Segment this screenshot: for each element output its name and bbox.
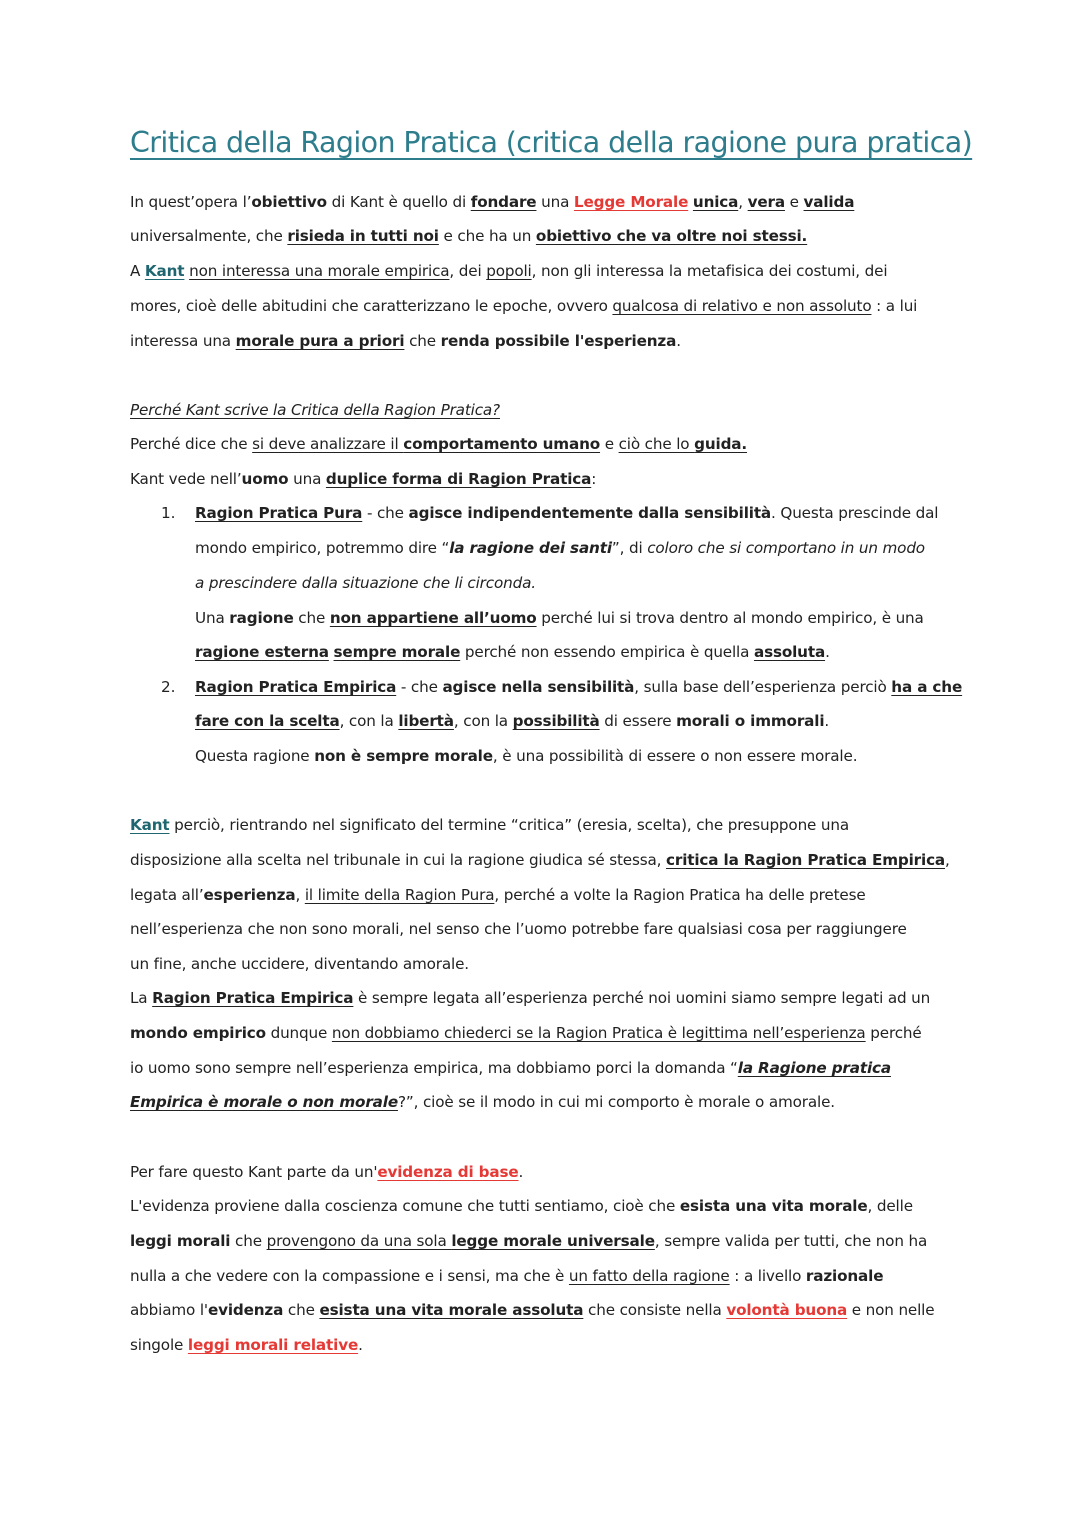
text-line: [130, 331, 681, 351]
text-segment: guida.: [694, 435, 748, 453]
text-segment: .: [676, 332, 681, 350]
text-line: [130, 919, 907, 939]
text-segment: leggi morali: [130, 1232, 231, 1250]
text-segment: A: [130, 262, 145, 280]
text-segment: esperienza: [203, 886, 296, 904]
text-line: [130, 815, 849, 835]
text-segment: In quest’opera l’: [130, 193, 252, 211]
text-segment: sempre morale: [333, 643, 461, 661]
text-segment: perché: [865, 1024, 922, 1042]
text-segment: Perché Kant scrive la Critica della Ragion Pratica?: [130, 401, 500, 419]
text-line: [195, 573, 536, 593]
text-segment: legata all’: [130, 886, 204, 904]
text-segment: :: [591, 470, 597, 488]
text-segment: volontà buona: [726, 1301, 848, 1319]
text-segment: non è sempre morale: [314, 747, 493, 765]
text-segment: esista una vita morale assoluta: [319, 1301, 584, 1319]
text-segment: Questa ragione: [195, 747, 315, 765]
text-segment: ,: [945, 851, 950, 869]
text-line: [130, 1196, 913, 1216]
text-segment: fare con la scelta: [195, 712, 340, 730]
text-segment: morali o immorali: [676, 712, 825, 730]
text-segment: che: [230, 1232, 267, 1250]
text-segment: vera: [747, 193, 785, 211]
text-segment: disposizione alla scelta nel tribunale in cui la ragione giudica sé stessa,: [130, 851, 667, 869]
text-segment: Ragion Pratica Pura: [195, 504, 363, 522]
list-number: 1.: [161, 504, 176, 522]
text-segment: è sempre legata all’esperienza perché noi uomini siamo sempre legati ad un: [353, 989, 931, 1007]
text-segment: risieda in tutti noi: [287, 227, 439, 245]
text-line: [130, 1300, 934, 1320]
text-segment: coloro che si comportano in un modo: [647, 539, 925, 557]
text-segment: mores, cioè delle abitudini che caratterizzano le epoche, ovvero: [130, 297, 613, 315]
text-segment: abbiamo l': [130, 1301, 208, 1319]
text-segment: un fine, anche uccidere, diventando amorale.: [130, 955, 469, 973]
text-segment: legge morale universale: [451, 1232, 655, 1250]
text-segment: esista una vita morale: [679, 1197, 868, 1215]
text-segment: nell’esperienza che non sono morali, nel senso che l’uomo potrebbe fare qualsiasi cosa per raggiungere: [130, 920, 907, 938]
document-title: Critica della Ragion Pratica (critica della ragione pura pratica): [130, 126, 973, 159]
text-segment: , dei: [449, 262, 487, 280]
text-line: [130, 1162, 523, 1182]
text-segment: universalmente, che: [130, 227, 288, 245]
text-segment: . Questa prescinde dal: [771, 504, 939, 522]
text-segment: .: [825, 643, 830, 661]
text-segment: agisce indipendentemente dalla sensibilità: [408, 504, 772, 522]
text-segment: uomo: [241, 470, 289, 488]
text-segment: .: [358, 1336, 363, 1354]
text-segment: dunque: [265, 1024, 332, 1042]
text-line: [130, 192, 854, 212]
text-line: [195, 608, 924, 628]
text-segment: fondare: [470, 193, 537, 211]
text-segment: una: [536, 193, 574, 211]
text-segment: mondo empirico: [130, 1024, 266, 1042]
list-number: 2.: [161, 678, 176, 696]
text-segment: che consiste nella: [583, 1301, 727, 1319]
text-segment: Kant: [130, 816, 170, 834]
text-segment: Empirica è morale o non morale: [130, 1093, 398, 1111]
text-segment: io uomo sono sempre nell’esperienza empirica, ma dobbiamo porci la domanda “: [130, 1059, 738, 1077]
text-segment: comportamento umano: [403, 435, 601, 453]
text-segment: e che ha un: [438, 227, 536, 245]
text-line: [130, 434, 747, 454]
text-segment: possibilità: [512, 712, 600, 730]
text-line: [130, 1335, 363, 1355]
text-segment: la ragione dei santi: [449, 539, 612, 557]
text-segment: ragione esterna: [195, 643, 329, 661]
text-segment: , sempre valida per tutti, che non ha: [654, 1232, 928, 1250]
text-segment: perché lui si trova dentro al mondo empirico, è una: [536, 609, 924, 627]
text-segment: , perché a volte la Ragion Pratica ha delle pretese: [494, 886, 866, 904]
text-segment: interessa una: [130, 332, 236, 350]
text-segment: il limite della Ragion Pura: [304, 886, 495, 904]
text-segment: agisce nella sensibilità: [442, 678, 635, 696]
text-segment: obiettivo che va oltre noi stessi.: [535, 227, 808, 245]
text-segment: leggi morali relative: [187, 1336, 359, 1354]
text-line: [195, 503, 938, 523]
text-segment: duplice forma di Ragion Pratica: [325, 470, 592, 488]
text-segment: non dobbiamo chiederci se la Ragion Pratica è legittima nell’esperienza: [331, 1024, 866, 1042]
text-line: [130, 1058, 891, 1078]
text-segment: razionale: [805, 1267, 884, 1285]
text-line: [130, 296, 917, 316]
text-segment: provengono da una sola: [266, 1232, 452, 1250]
text-line: [130, 850, 950, 870]
text-segment: perché non essendo empirica è quella: [460, 643, 754, 661]
text-line: [130, 1092, 835, 1112]
text-segment: Perché dice che: [130, 435, 253, 453]
text-segment: ragione: [229, 609, 294, 627]
text-segment: e: [600, 435, 619, 453]
text-segment: mondo empirico, potremmo dire “: [195, 539, 450, 557]
text-line: [195, 746, 857, 766]
text-line: [130, 1266, 883, 1286]
text-segment: morale pura a priori: [235, 332, 405, 350]
text-segment: di essere: [599, 712, 677, 730]
text-segment: , delle: [867, 1197, 913, 1215]
text-line: [130, 226, 807, 246]
text-segment: obiettivo: [251, 193, 327, 211]
text-segment: ”, di: [611, 539, 648, 557]
text-segment: .: [824, 712, 830, 730]
text-segment: Ragion Pratica Empirica: [195, 678, 397, 696]
text-line: [130, 261, 887, 281]
text-segment: : a lui: [871, 297, 918, 315]
text-segment: .: [518, 1163, 524, 1181]
text-segment: L'evidenza proviene dalla coscienza comune che tutti sentiamo, cioè che: [130, 1197, 680, 1215]
text-segment: , sulla base dell’esperienza perciò: [634, 678, 892, 696]
text-segment: popoli: [486, 262, 532, 280]
text-segment: Una: [195, 609, 230, 627]
text-line: [130, 1023, 922, 1043]
text-segment: Legge Morale: [573, 193, 689, 211]
text-segment: Per fare questo Kant parte da un': [130, 1163, 378, 1181]
text-segment: non interessa una morale empirica: [189, 262, 450, 280]
text-segment: , con la: [339, 712, 399, 730]
text-segment: nulla a che vedere con la compassione e i sensi, ma che è: [130, 1267, 569, 1285]
text-segment: ha a che: [891, 678, 963, 696]
text-segment: a prescindere dalla situazione che li circonda.: [195, 574, 536, 592]
text-segment: che: [404, 332, 441, 350]
text-segment: libertà: [398, 712, 454, 730]
text-segment: singole: [130, 1336, 188, 1354]
text-segment: evidenza: [207, 1301, 284, 1319]
text-segment: che: [283, 1301, 320, 1319]
text-segment: unica: [692, 193, 739, 211]
text-segment: renda possibile l'esperienza: [440, 332, 677, 350]
text-line: [195, 677, 962, 697]
text-segment: di Kant è quello di: [326, 193, 471, 211]
text-segment: un fatto della ragione: [568, 1267, 730, 1285]
text-segment: Kant: [144, 262, 185, 280]
text-line: [130, 885, 866, 905]
text-segment: che: [293, 609, 330, 627]
text-line: [195, 711, 829, 731]
text-line: [195, 642, 830, 662]
text-line: [130, 954, 469, 974]
text-segment: ?”, cioè se il modo in cui mi comporto è morale o amorale.: [397, 1093, 835, 1111]
text-segment: qualcosa di relativo e non assoluto: [612, 297, 872, 315]
text-segment: e non nelle: [847, 1301, 935, 1319]
text-line: [130, 1231, 927, 1251]
text-segment: la Ragione pratica: [737, 1059, 891, 1077]
text-segment: : a livello: [729, 1267, 806, 1285]
text-segment: valida: [803, 193, 855, 211]
text-segment: ciò che lo: [618, 435, 695, 453]
text-segment: evidenza di base: [377, 1163, 519, 1181]
text-segment: perciò, rientrando nel significato del termine “critica” (eresia, scelta), che presuppone una: [169, 816, 850, 834]
text-line: [130, 400, 500, 420]
text-segment: critica la Ragion Pratica Empirica: [666, 851, 946, 869]
text-line: [130, 469, 596, 489]
text-line: [195, 538, 925, 558]
text-segment: ,: [295, 886, 305, 904]
text-segment: La: [130, 989, 153, 1007]
text-segment: - che: [362, 504, 409, 522]
text-line: [130, 988, 930, 1008]
text-segment: non appartiene all’uomo: [329, 609, 537, 627]
text-segment: - che: [396, 678, 443, 696]
text-segment: , con la: [453, 712, 513, 730]
text-segment: Ragion Pratica Empirica: [152, 989, 354, 1007]
text-segment: , è una possibilità di essere o non essere morale.: [492, 747, 858, 765]
text-segment: e: [784, 193, 804, 211]
text-segment: , non gli interessa la metafisica dei costumi, dei: [531, 262, 888, 280]
text-segment: assoluta: [753, 643, 826, 661]
text-segment: una: [288, 470, 326, 488]
text-segment: si deve analizzare il: [252, 435, 404, 453]
text-segment: Kant vede nell’: [130, 470, 242, 488]
text-segment: ,: [738, 193, 748, 211]
